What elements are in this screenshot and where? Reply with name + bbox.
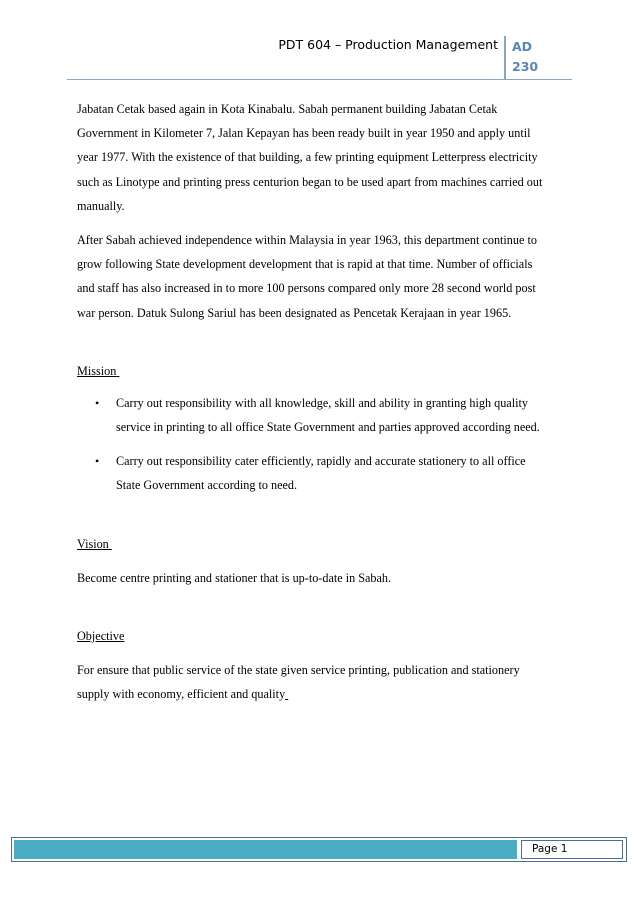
mission-list <box>77 391 552 498</box>
bullet-icon: • <box>95 454 100 469</box>
course-code-line1: AD <box>512 39 533 54</box>
list-item <box>77 391 552 439</box>
course-code <box>512 37 572 77</box>
list-item <box>77 449 552 497</box>
objective-heading: Objective <box>77 628 125 643</box>
paragraph-independence: After Sabah achieved independence within Malaysia in year 1963, this department continue to grow following State development development that is rapid at that time. Number of officials and staff has also increased in to more 100 persons compared only more 28 second world post war person. Datuk Sulong Sariul has been designated as Pencetak Kerajaan in year 1965. <box>77 233 537 320</box>
paragraph-history: Jabatan Cetak based again in Kota Kinabalu. Sabah permanent building Jabatan Cetak Government in Kilometer 7, Jalan Kepayan has been ready built in year 1950 and apply until year 1977. With the existence of that building, a few printing equipment Letterpress electricity such as Linotype and printing press centurion began to be used apart from machines carried out manually. <box>77 102 543 213</box>
header-divider <box>504 36 506 80</box>
bullet-icon: • <box>95 395 100 410</box>
course-code-line2: 230 <box>512 59 539 74</box>
mission-heading: Mission <box>77 363 117 378</box>
mission-item-1: Carry out responsibility with all knowledge, skill and ability in granting high quality service in printing to all office State Government and parties approved according need. <box>116 395 540 435</box>
page-number: Page 1 <box>521 840 623 859</box>
document-body <box>77 97 552 716</box>
footer-color-band <box>14 840 517 859</box>
header-rule <box>67 79 572 80</box>
mission-item-2: Carry out responsibility cater efficiently, rapidly and accurate stationery to all office State Government according to need. <box>116 454 526 493</box>
page-footer <box>11 837 627 862</box>
vision-text: Become centre printing and stationer that is up-to-date in Sabah. <box>77 570 392 585</box>
document-title: PDT 604 – Production Management <box>278 37 498 52</box>
objective-text: For ensure that public service of the state given service printing, publication and stationery supply with economy, efficient and quality <box>77 662 520 702</box>
vision-heading: Vision <box>77 536 109 551</box>
